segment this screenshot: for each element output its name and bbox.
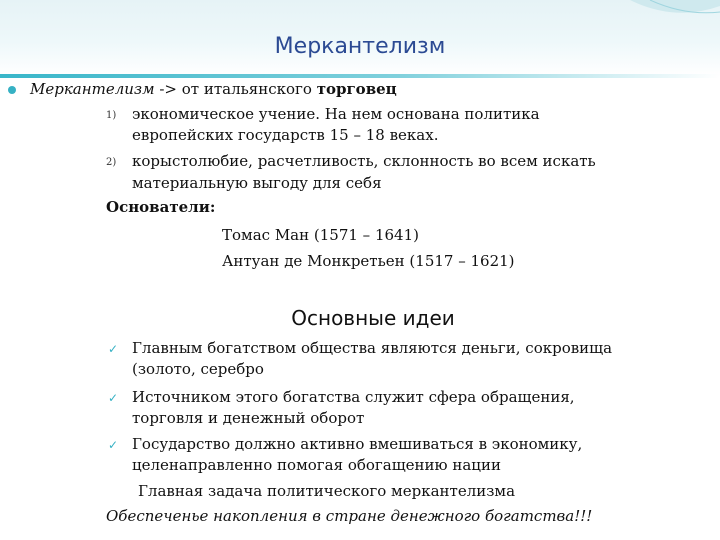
idea-line: Государство должно активно вмешиваться в экономику, xyxy=(132,435,583,453)
checkmark-icon: ✓ xyxy=(108,391,119,405)
idea-line: Главным богатством общества являются деньги, сокровища xyxy=(132,339,613,357)
circle-bullet-icon xyxy=(8,86,16,94)
founders-label: Основатели: xyxy=(106,198,216,216)
checkmark-icon: ✓ xyxy=(108,342,119,356)
main-task-answer: Обеспеченье накопления в стране денежного богатства!!! xyxy=(106,507,593,525)
checkmark-icon: ✓ xyxy=(108,438,119,452)
meaning-line: экономическое учение. На нем основана политика xyxy=(132,105,540,123)
main-task-text: Главная задача политического меркантелизма xyxy=(138,482,516,500)
idea-line: целенаправленно помогая обогащению нации xyxy=(132,456,501,474)
title-divider xyxy=(0,74,720,78)
definition-arrow-text: -> от итальянского xyxy=(154,80,317,98)
definition-line xyxy=(30,80,397,99)
meaning-line: материальную выгоду для себя xyxy=(132,174,382,192)
ideas-title: Основные идеи xyxy=(291,306,455,330)
definition-source-word: торговец xyxy=(316,80,397,98)
idea-line: торговля и денежный оборот xyxy=(132,409,365,427)
slide-title: Меркантелизм xyxy=(274,34,446,59)
meaning-number: 1) xyxy=(106,110,117,121)
meaning-line: корыстолюбие, расчетливость, склонность во всем искать xyxy=(132,152,596,170)
definition-term: Меркантелизм xyxy=(30,80,155,98)
founder-item: Томас Ман (1571 – 1641) xyxy=(222,226,419,244)
founder-item: Антуан де Монкретьен (1517 – 1621) xyxy=(222,252,515,270)
idea-line: Источником этого богатства служит сфера обращения, xyxy=(132,388,575,406)
meaning-line: европейских государств 15 – 18 веках. xyxy=(132,126,439,144)
idea-line: (золото, серебро xyxy=(132,360,264,378)
corner-decoration xyxy=(630,0,720,30)
meaning-number: 2) xyxy=(106,157,117,168)
